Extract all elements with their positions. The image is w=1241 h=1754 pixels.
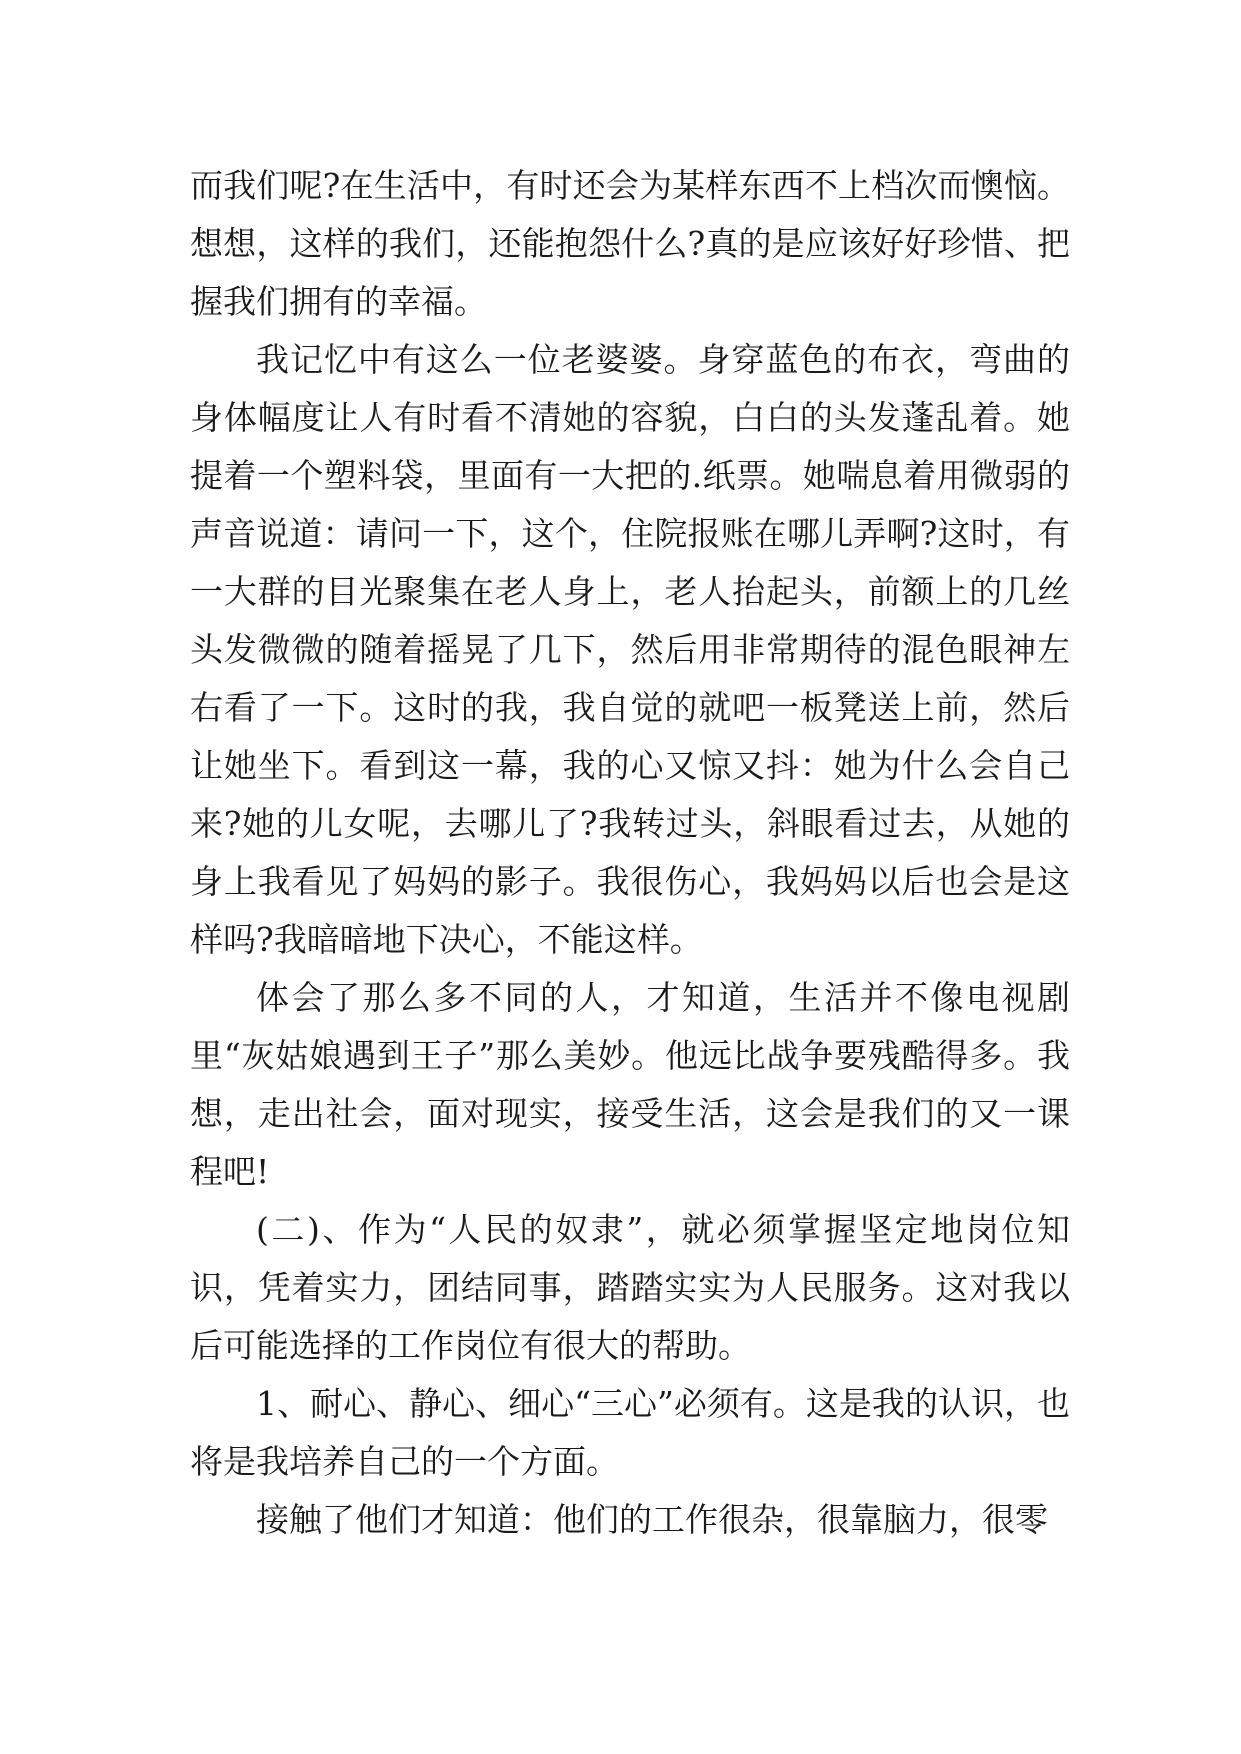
paragraph-1: 而我们呢?在生活中，有时还会为某样东西不上档次而懊恼。想想，这样的我们，还能抱怨什么?真的是应该好好珍惜、把握我们拥有的幸福。 [190,166,1070,321]
paragraph-4: (二)、作为“人民的奴隶”，就必须掌握坚定地岗位知识，凭着实力，团结同事，踏踏实实为人民服务。这对我以后可能选择的工作岗位有很大的帮助。 [190,1210,1070,1365]
paragraph-3: 体会了那么多不同的人，才知道，生活并不像电视剧里“灰姑娘遇到王子”那么美妙。他远比战争要残酷得多。我想，走出社会，面对现实，接受生活，这会是我们的又一课程吧! [190,978,1070,1191]
paragraph-6: 接触了他们才知道：他们的工作很杂，很靠脑力，很零 [256,1500,1048,1539]
paragraph-5: 1、耐心、静心、细心“三心”必须有。这是我的认识，也将是我培养自己的一个方面。 [190,1384,1070,1481]
paragraph-2: 我记忆中有这么一位老婆婆。身穿蓝色的布衣，弯曲的身体幅度让人有时看不清她的容貌，白白的头发蓬乱着。她提着一个塑料袋，里面有一大把的.纸票。她喘息着用微弱的声音说道：请问一下，这个，住院报账在哪儿弄啊?这时，有一大群的目光聚集在老人身上，老人抬起头，前额上的几丝头发微微的随着摇晃了几下，然后用非常期待的混色眼神左右看了一下。这时的我，我自觉的就吧一板凳送上前，然后让她坐下。看到这一幕，我的心又惊又抖：她为什么会自己来?她的儿女呢，去哪儿了?我转过头，斜眼看过去，从她的身上我看见了妈妈的影子。我很伤心，我妈妈以后也会是这样吗?我暗暗地下决心，不能这样。 [190,340,1070,959]
document-body [190,157,1070,1549]
